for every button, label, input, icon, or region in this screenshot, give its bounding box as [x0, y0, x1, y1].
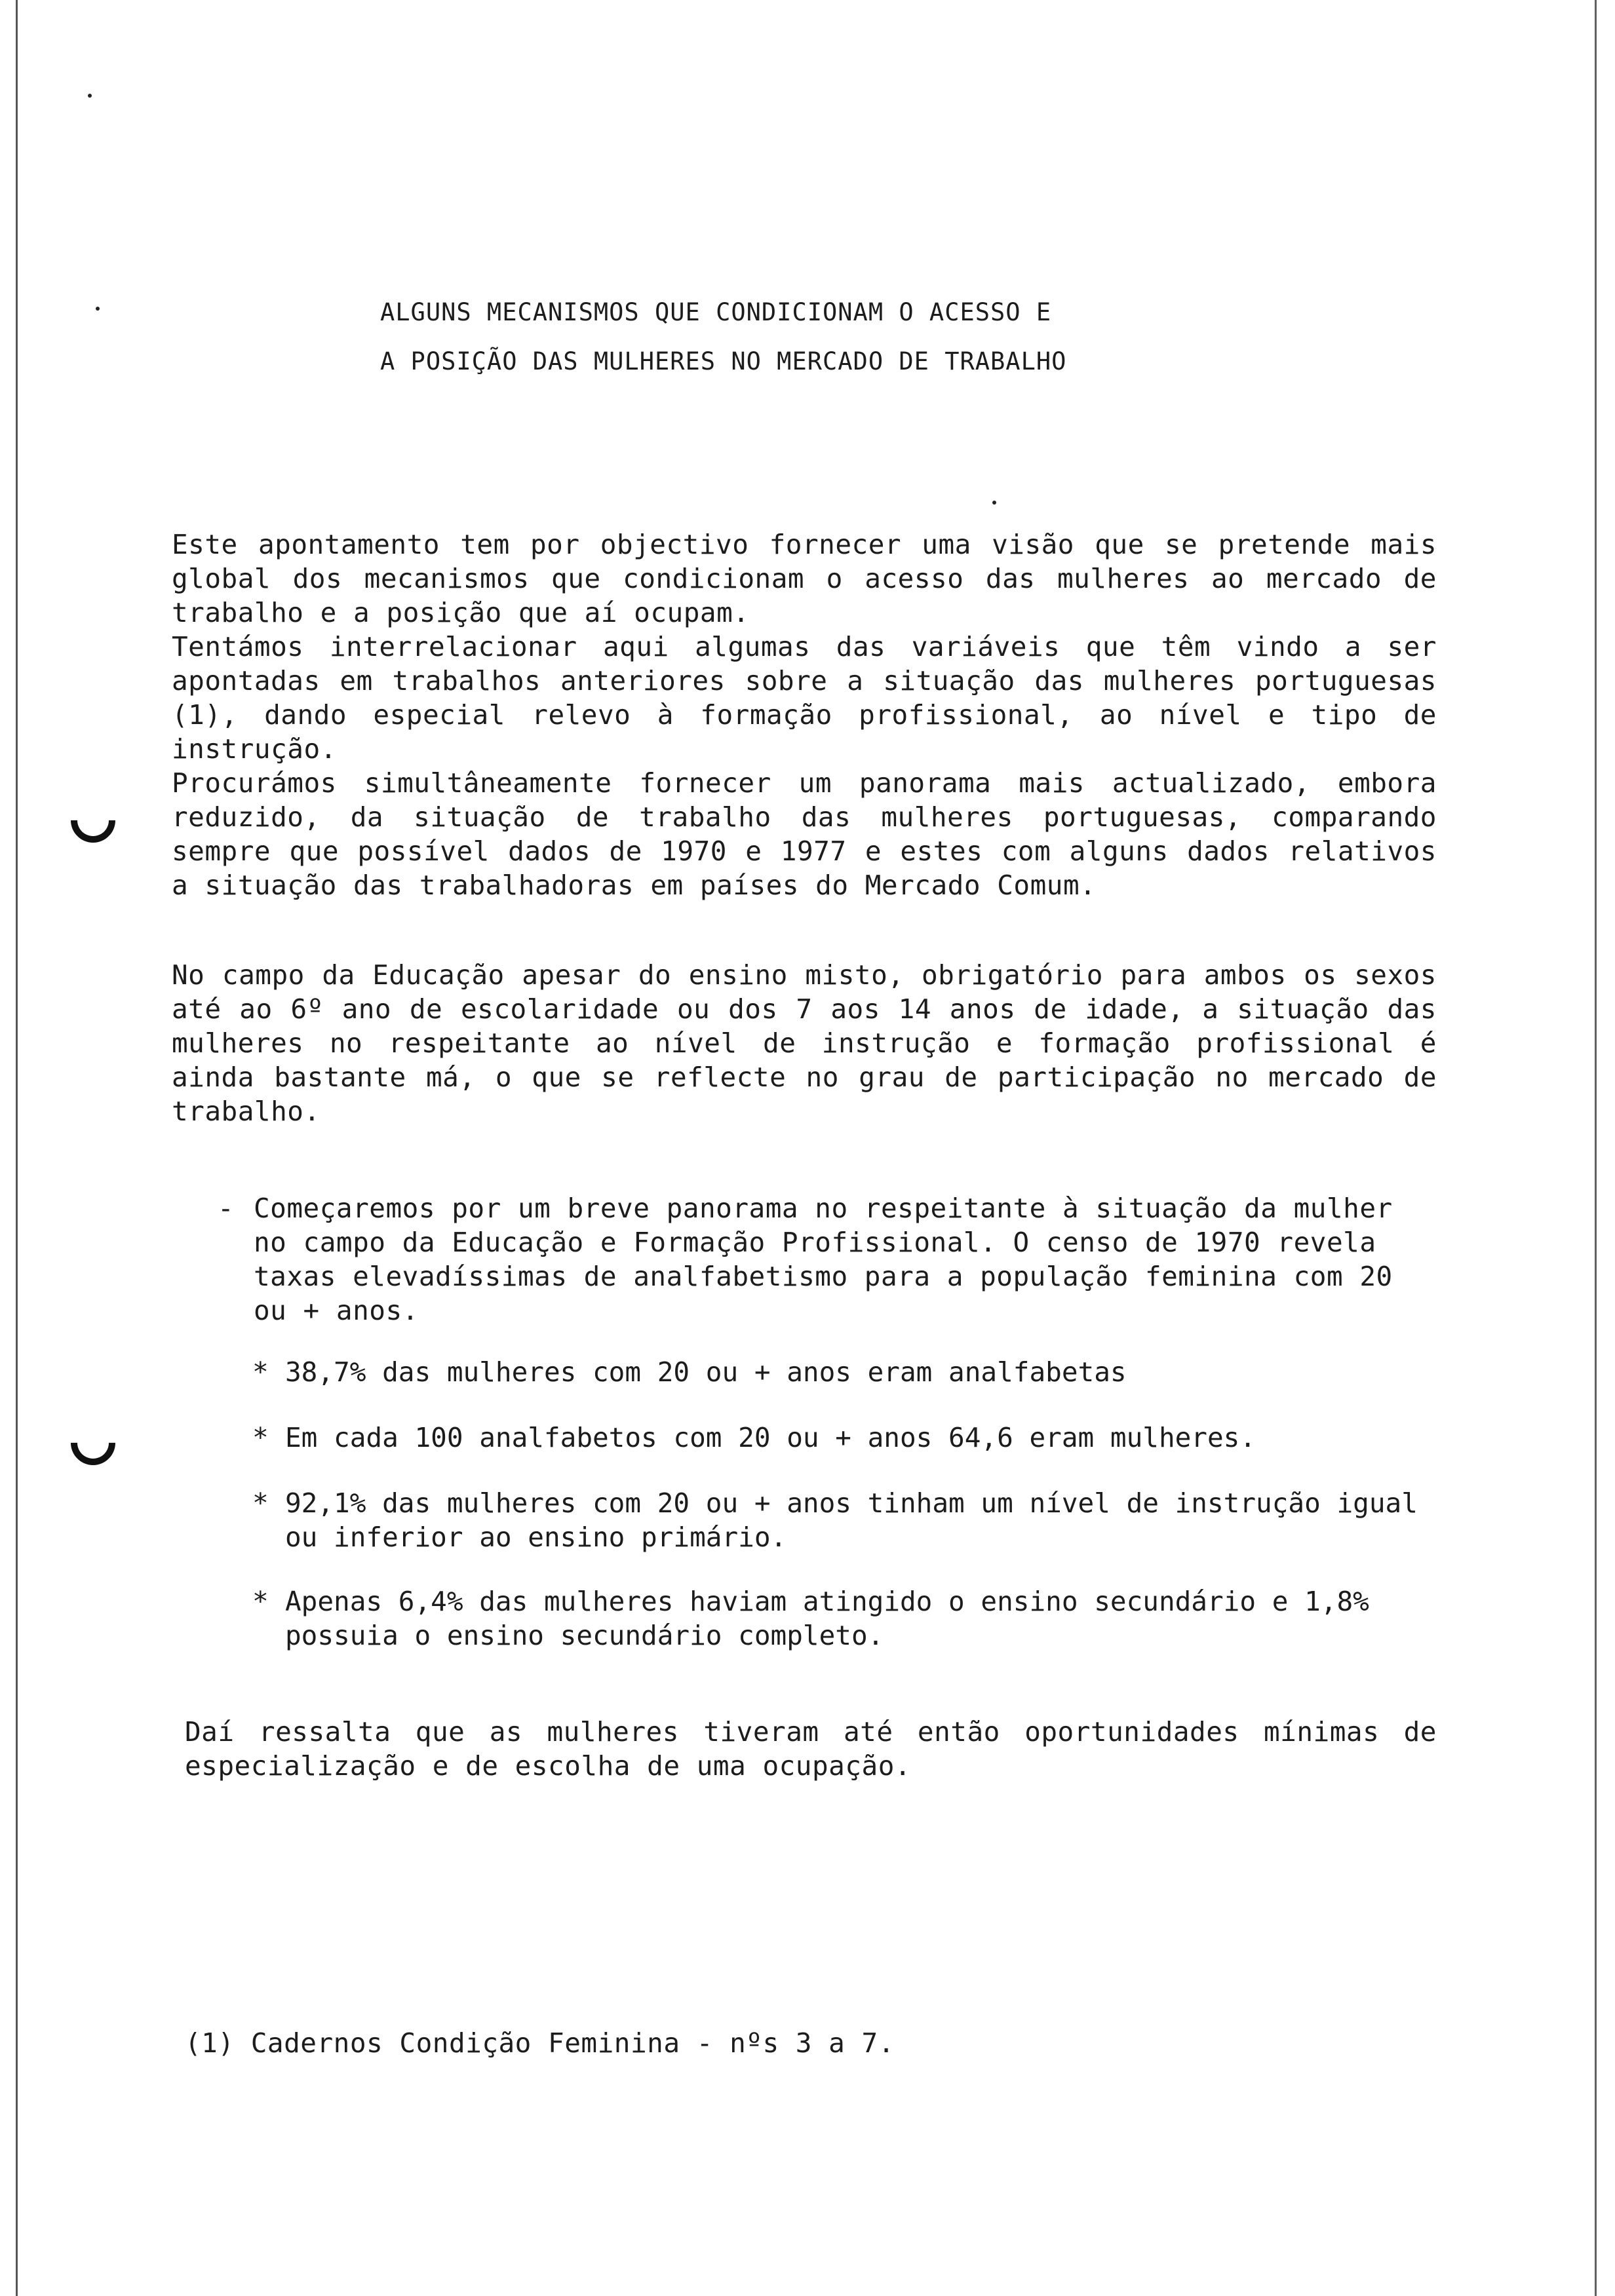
intro-paragraph: Este apontamento tem por objectivo fornecer uma visão que se pretende mais global dos mecanismos que condicionam o acesso das mulheres ao mercado de trabalho e a posição que aí ocupam.: [172, 529, 1437, 628]
dash-marker: -: [218, 1193, 235, 1224]
intro-section: [172, 527, 1437, 902]
asterisk-marker: *: [252, 1422, 269, 1453]
document-title-line-1: ALGUNS MECANISMOS QUE CONDICIONAM O ACESSO E: [380, 298, 1052, 326]
punch-hole-upper: [62, 789, 125, 852]
page-right-edge: [1595, 0, 1597, 2296]
punch-hole-lower: [62, 1411, 125, 1474]
dash-list-item: [218, 1191, 1437, 1328]
asterisk-marker: *: [252, 1487, 269, 1519]
scan-speck: [96, 307, 100, 311]
intro-paragraph: Procurámos simultâneamente fornecer um panorama mais actualizado, embora reduzido, da situação de trabalho das mulheres portuguesas, comparando sempre que possível dados de 1970 e 1977 e estes com alguns dados relativos a situação das trabalhadoras em países do Mercado Comum.: [172, 767, 1437, 901]
scan-speck: [88, 94, 92, 98]
statistic-item: [252, 1486, 1439, 1554]
statistic-item: [252, 1421, 1439, 1455]
footnote: (1) Cadernos Condição Feminina - nºs 3 a 7.: [185, 2027, 895, 2059]
page-left-edge: [16, 0, 18, 2296]
intro-paragraph: Tentámos interrelacionar aqui algumas das variáveis que têm vindo a ser apontadas em trabalhos anteriores sobre a situação das mulheres portuguesas (1), dando especial relevo à formação profissional, ao nível e tipo de instrução.: [172, 631, 1437, 765]
asterisk-marker: *: [252, 1356, 269, 1388]
dash-item-text: Começaremos por um breve panorama no respeitante à situação da mulher no campo da Educação e Formação Profissional. O censo de 1970 revela taxas elevadíssimas de analfabetismo para a população feminina com 20 ou + anos.: [254, 1193, 1393, 1326]
asterisk-marker: *: [252, 1586, 269, 1617]
statistic-text: Apenas 6,4% das mulheres haviam atingido o ensino secundário e 1,8% possuia o ensino secundário completo.: [285, 1586, 1369, 1651]
statistic-item: [252, 1584, 1439, 1653]
scan-speck: [992, 501, 996, 505]
statistic-text: 38,7% das mulheres com 20 ou + anos eram analfabetas: [285, 1356, 1127, 1388]
conclusion-paragraph: Daí ressalta que as mulheres tiveram até então oportunidades mínimas de especialização e de escolha de uma ocupação.: [185, 1716, 1437, 1782]
document-title-line-2: A POSIÇÃO DAS MULHERES NO MERCADO DE TRABALHO: [380, 347, 1067, 375]
education-paragraph: No campo da Educação apesar do ensino misto, obrigatório para ambos os sexos até ao 6º ano de escolaridade ou dos 7 aos 14 anos de idade, a situação das mulheres no respeitante ao nível de instrução e formação profissional é ainda bastante má, o que se reflecte no grau de participação no mercado de trabalho.: [172, 959, 1437, 1127]
statistic-item: [252, 1355, 1439, 1389]
statistic-text: Em cada 100 analfabetos com 20 ou + anos 64,6 eram mulheres.: [285, 1422, 1256, 1453]
statistic-text: 92,1% das mulheres com 20 ou + anos tinham um nível de instrução igual ou inferior ao ensino primário.: [285, 1487, 1418, 1553]
